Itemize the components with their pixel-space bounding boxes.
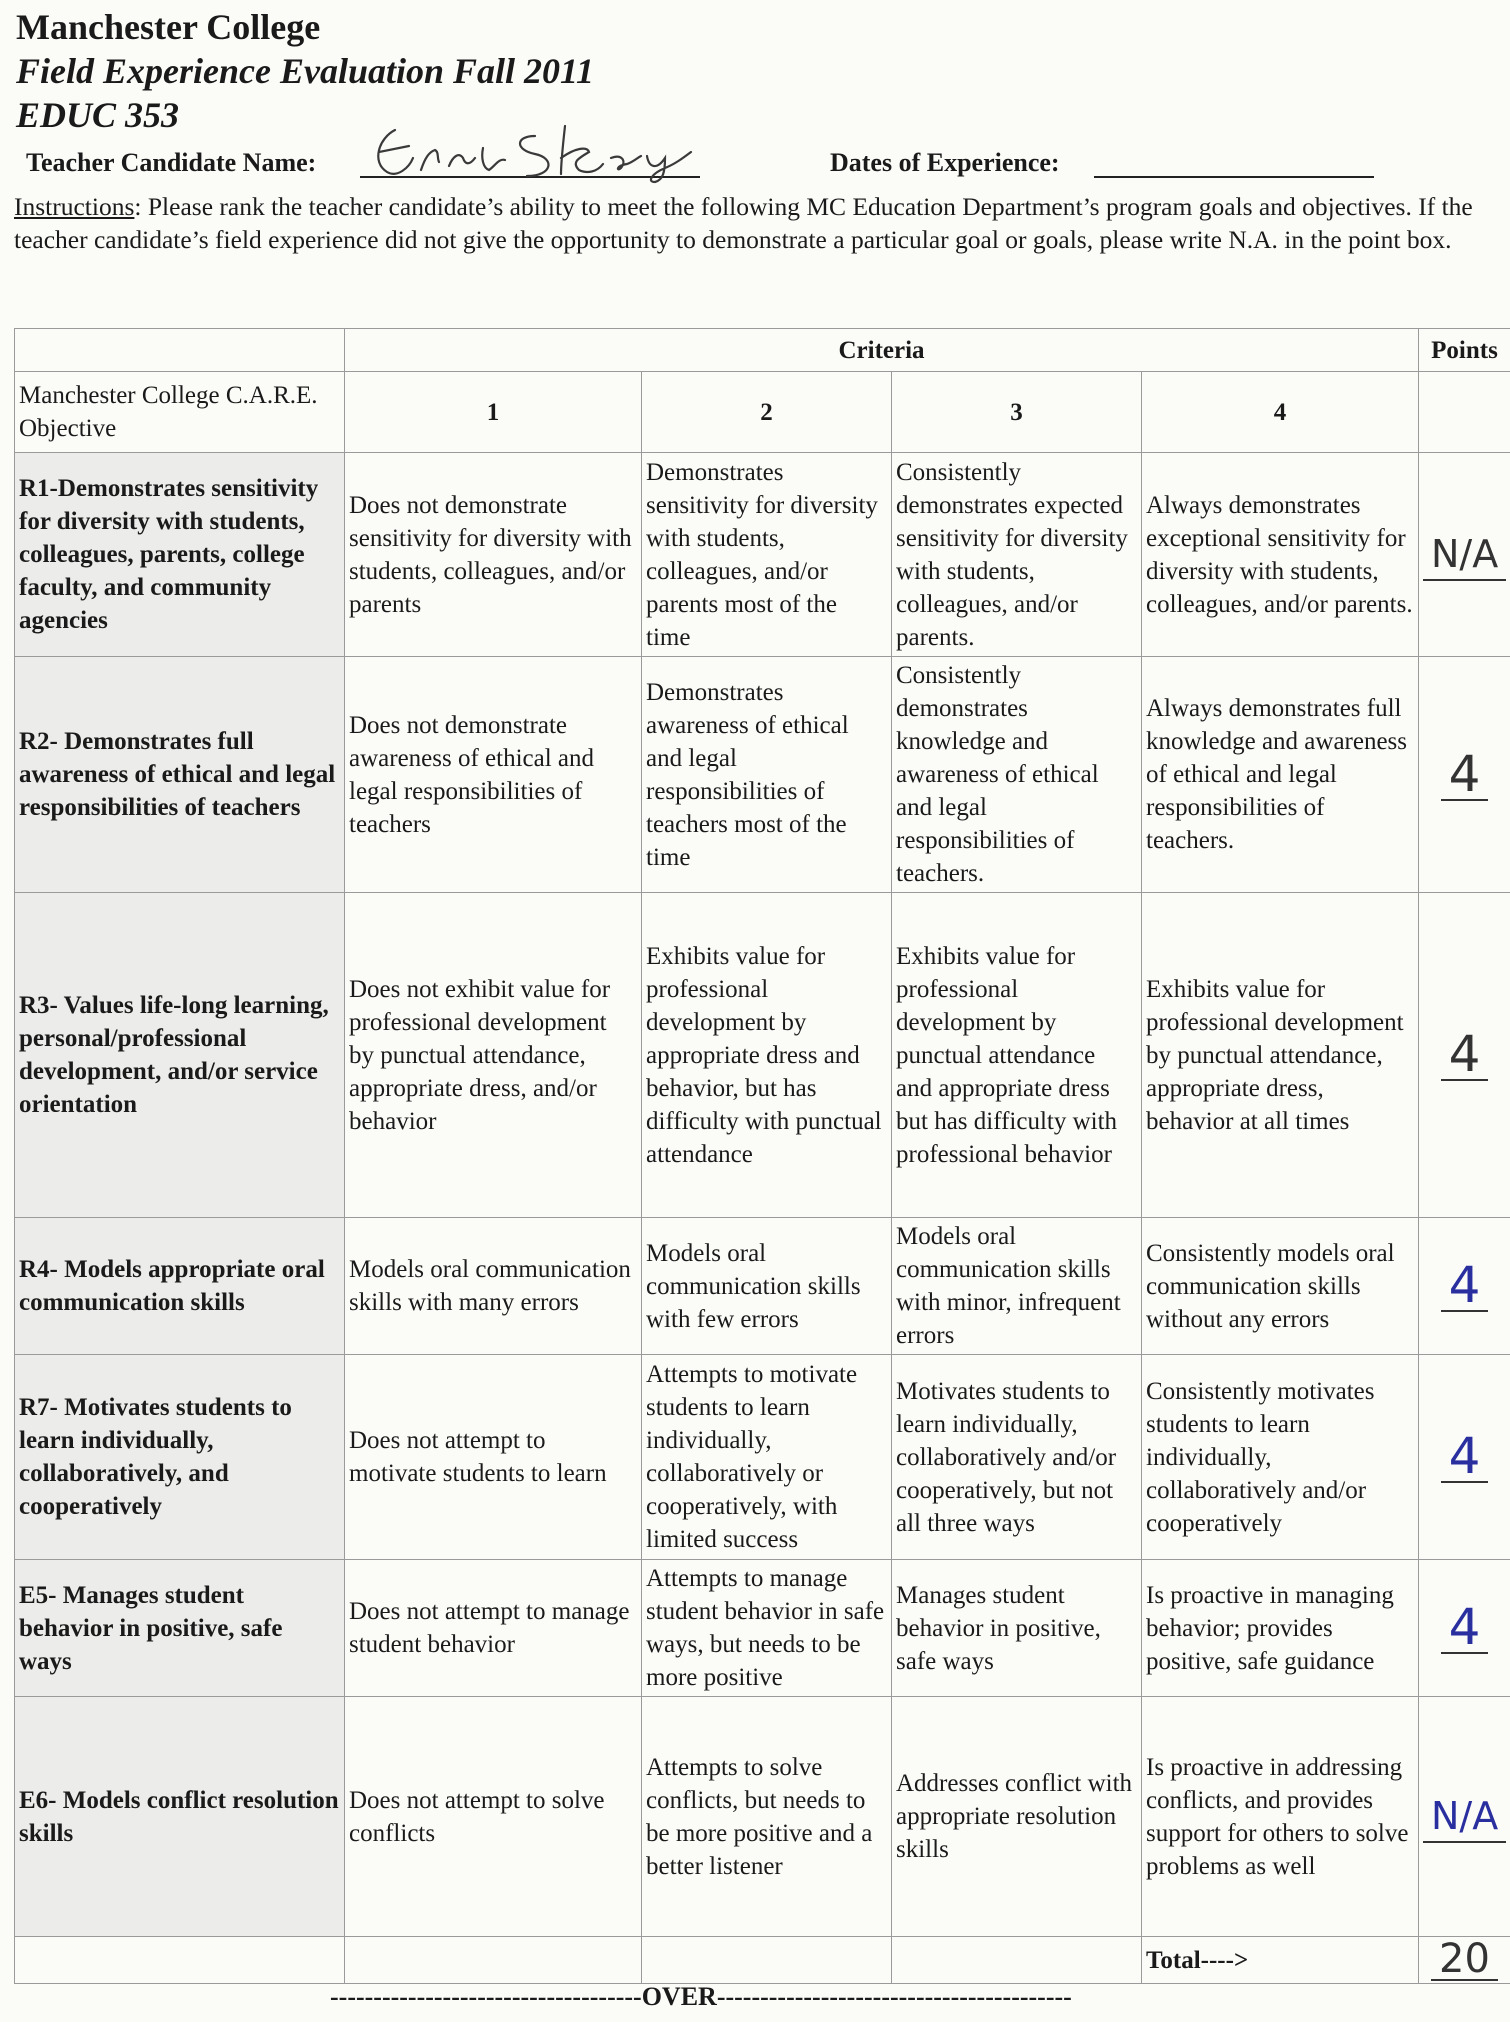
rubric-row xyxy=(15,1697,1510,1937)
criterion-level-1: Models oral communication skills with many errors xyxy=(345,1218,642,1355)
criterion-level-1: Does not attempt to solve conflicts xyxy=(345,1697,642,1937)
objective-cell: R7- Motivates students to learn individually, collaboratively, and cooperatively xyxy=(15,1355,345,1560)
objective-cell: R1-Demonstrates sensitivity for diversity with students, colleagues, parents, college faculty, and community agencies xyxy=(15,453,345,657)
criterion-level-1: Does not attempt to motivate students to learn xyxy=(345,1355,642,1560)
points-value: 4 xyxy=(1441,1431,1489,1483)
points-cell[interactable] xyxy=(1419,1355,1510,1560)
dates-line[interactable] xyxy=(1094,176,1374,178)
points-cell[interactable] xyxy=(1419,453,1510,657)
points-header: Points xyxy=(1419,329,1510,372)
level-1-header: 1 xyxy=(345,372,642,453)
total-label: Total----> xyxy=(1142,1937,1419,1984)
candidate-signature xyxy=(365,118,705,184)
criterion-level-4: Always demonstrates exceptional sensitivity for diversity with students, colleagues, and/or parents. xyxy=(1142,453,1419,657)
total-blank-1 xyxy=(15,1937,345,1984)
objective-cell: R3- Values life-long learning, personal/professional development, and/or service orientation xyxy=(15,893,345,1218)
objective-header: Manchester College C.A.R.E. Objective xyxy=(15,372,345,453)
level-4-header: 4 xyxy=(1142,372,1419,453)
criterion-level-1: Does not demonstrate awareness of ethical and legal responsibilities of teachers xyxy=(345,657,642,893)
instructions-text: : Please rank the teacher candidate’s ability to meet the following MC Education Department’s program goals and objectives. If the teacher candidate’s field experience did not give the opportunity to demonstrate a particular goal or goals, please write N.A. in the point box. xyxy=(14,192,1473,254)
criterion-level-3: Exhibits value for professional development by punctual attendance and appropriate dress but has difficulty with professional behavior xyxy=(892,893,1142,1218)
rubric-row xyxy=(15,1560,1510,1697)
total-points-cell[interactable] xyxy=(1419,1937,1510,1984)
criterion-level-2: Attempts to motivate students to learn individually, collaboratively or cooperatively, with limited success xyxy=(642,1355,892,1560)
criterion-level-2: Attempts to manage student behavior in safe ways, but needs to be more positive xyxy=(642,1560,892,1697)
total-blank-2 xyxy=(345,1937,642,1984)
criterion-level-1: Does not demonstrate sensitivity for diversity with students, colleagues, and/or parents xyxy=(345,453,642,657)
college-name: Manchester College xyxy=(16,7,321,47)
points-value: 4 xyxy=(1441,1602,1489,1654)
criterion-level-4: Consistently motivates students to learn individually, collaboratively and/or cooperatively xyxy=(1142,1355,1419,1560)
points-blank xyxy=(1419,372,1510,453)
objective-cell: E6- Models conflict resolution skills xyxy=(15,1697,345,1937)
criterion-level-2: Demonstrates sensitivity for diversity with students, colleagues, and/or parents most of the time xyxy=(642,453,892,657)
points-cell[interactable] xyxy=(1419,1218,1510,1355)
criterion-level-3: Motivates students to learn individually, collaboratively and/or cooperatively, but not all three ways xyxy=(892,1355,1142,1560)
points-value: 4 xyxy=(1441,749,1489,801)
criteria-header: Criteria xyxy=(345,329,1419,372)
candidate-name-label: Teacher Candidate Name: xyxy=(26,148,317,177)
rubric-row xyxy=(15,657,1510,893)
form-title: Field Experience Evaluation Fall 2011 xyxy=(16,51,595,91)
rubric-row xyxy=(15,893,1510,1218)
criterion-level-3: Consistently demonstrates expected sensitivity for diversity with students, colleagues, and/or parents. xyxy=(892,453,1142,657)
total-points-value: 20 xyxy=(1431,1939,1498,1981)
objective-cell: R2- Demonstrates full awareness of ethical and legal responsibilities of teachers xyxy=(15,657,345,893)
dates-label: Dates of Experience: xyxy=(830,148,1060,177)
points-cell[interactable] xyxy=(1419,893,1510,1218)
points-value: N/A xyxy=(1423,1791,1506,1843)
rubric-row xyxy=(15,453,1510,657)
rubric-row xyxy=(15,1355,1510,1560)
points-cell[interactable] xyxy=(1419,1560,1510,1697)
level-2-header: 2 xyxy=(642,372,892,453)
criterion-level-4: Is proactive in addressing conflicts, and provides support for others to solve problems as well xyxy=(1142,1697,1419,1937)
criterion-level-2: Attempts to solve conflicts, but needs to be more positive and a better listener xyxy=(642,1697,892,1937)
criterion-level-4: Consistently models oral communication skills without any errors xyxy=(1142,1218,1419,1355)
points-value: 4 xyxy=(1441,1260,1489,1312)
course-code: EDUC 353 xyxy=(16,95,180,135)
criterion-level-4: Exhibits value for professional development by punctual attendance, appropriate dress, behavior at all times xyxy=(1142,893,1419,1218)
criterion-level-2: Exhibits value for professional development by appropriate dress and behavior, but has difficulty with punctual attendance xyxy=(642,893,892,1218)
points-cell[interactable] xyxy=(1419,657,1510,893)
criterion-level-3: Manages student behavior in positive, safe ways xyxy=(892,1560,1142,1697)
criterion-level-2: Models oral communication skills with few errors xyxy=(642,1218,892,1355)
over-indicator: ------------------------------------OVER----------------------------------------- xyxy=(330,1982,1072,2011)
total-blank-4 xyxy=(892,1937,1142,1984)
objective-cell: E5- Manages student behavior in positive, safe ways xyxy=(15,1560,345,1697)
criterion-level-3: Models oral communication skills with minor, infrequent errors xyxy=(892,1218,1142,1355)
criterion-level-1: Does not attempt to manage student behavior xyxy=(345,1560,642,1697)
criterion-level-3: Addresses conflict with appropriate resolution skills xyxy=(892,1697,1142,1937)
points-value: N/A xyxy=(1423,529,1506,581)
objective-cell: R4- Models appropriate oral communication skills xyxy=(15,1218,345,1355)
points-cell[interactable] xyxy=(1419,1697,1510,1937)
criterion-level-2: Demonstrates awareness of ethical and legal responsibilities of teachers most of the time xyxy=(642,657,892,893)
rubric-table xyxy=(14,328,1510,1984)
criterion-level-4: Always demonstrates full knowledge and awareness of ethical and legal responsibilities of teachers. xyxy=(1142,657,1419,893)
instructions-label: Instructions xyxy=(14,192,135,221)
criterion-level-1: Does not exhibit value for professional development by punctual attendance, appropriate dress, and/or behavior xyxy=(345,893,642,1218)
total-blank-3 xyxy=(642,1937,892,1984)
rubric-row xyxy=(15,1218,1510,1355)
level-3-header: 3 xyxy=(892,372,1142,453)
criteria-corner xyxy=(15,329,345,372)
instructions xyxy=(14,190,1494,256)
points-value: 4 xyxy=(1441,1029,1489,1081)
criterion-level-4: Is proactive in managing behavior; provides positive, safe guidance xyxy=(1142,1560,1419,1697)
criterion-level-3: Consistently demonstrates knowledge and awareness of ethical and legal responsibilities of teachers. xyxy=(892,657,1142,893)
